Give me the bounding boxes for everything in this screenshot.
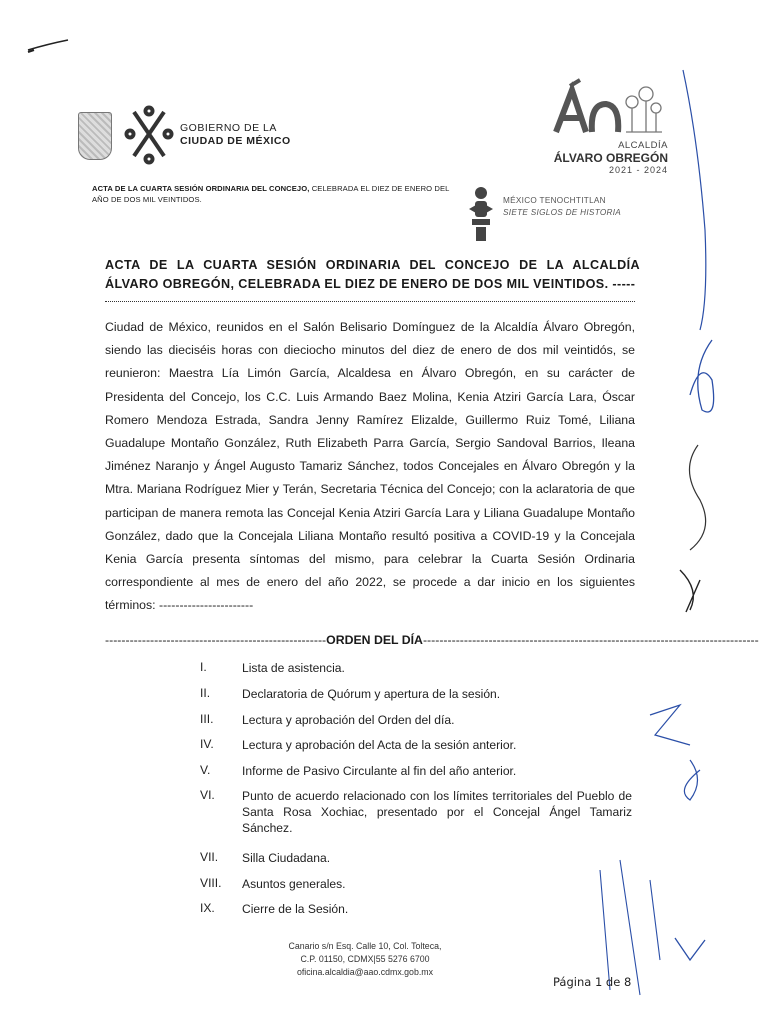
agenda-item-number: IX. xyxy=(200,901,215,915)
alcaldia-alvaro-obregon-logo-icon xyxy=(552,80,664,140)
acta-header-rest: CELEBRADA EL DIEZ DE ENERO DEL AÑO DE DOS MIL VEINTIDOS. xyxy=(92,184,450,204)
agenda-item-text: Cierre de la Sesión. xyxy=(242,902,349,916)
agenda-item-number: III. xyxy=(200,712,214,726)
tenochtitlan-line1: MÉXICO TENOCHTITLAN xyxy=(503,196,606,205)
alcaldia-period: 2021 - 2024 xyxy=(608,165,668,175)
email-address: oficina.alcaldia@aao.cdmx.gob.mx xyxy=(296,967,434,977)
acta-running-header xyxy=(92,183,452,205)
agenda-item-number: VI. xyxy=(200,788,215,802)
page-number: Página 1 de 8 xyxy=(553,975,632,989)
orden-heading-text: ORDEN DEL DÍA xyxy=(326,633,423,647)
agenda-item-number: IV. xyxy=(200,737,214,751)
orden-del-dia-heading: ------------------------------------------------------ORDEN DEL DÍA---------------------------------------------------------------------------------- xyxy=(105,633,759,647)
document-title: ACTA DE LA CUARTA SESIÓN ORDINARIA DEL CONCEJO DE LA ALCALDÍA ÁLVARO OBREGÓN, CELEBRADA EL DIEZ DE ENERO DE DOS MIL VEINTIDOS. ----- xyxy=(105,258,640,291)
agenda-item-number: I. xyxy=(200,660,207,674)
agenda-item-text: Silla Ciudadana. xyxy=(242,851,331,865)
alcaldia-wordmark xyxy=(548,140,668,175)
address-line1: Canario s/n Esq. Calle 10, Col. Tolteca, xyxy=(288,941,442,951)
divider xyxy=(105,301,635,302)
tenochtitlan-line2: SIETE SIGLOS DE HISTORIA xyxy=(503,208,622,217)
gobierno-cdmx-wordmark xyxy=(180,122,291,148)
agenda-item-text: Lectura y aprobación del Acta de la sesión anterior. xyxy=(242,738,517,752)
tenochtitlan-glyph-icon xyxy=(466,185,496,243)
agenda-item-number: VII. xyxy=(200,850,219,864)
alcaldia-name: ÁLVARO OBREGÓN xyxy=(553,151,668,165)
acta-header-bold: ACTA DE LA CUARTA SESIÓN ORDINARIA DEL CONCEJO, xyxy=(92,184,310,193)
mexico-city-crest-icon xyxy=(78,112,112,160)
gobierno-line1: GOBIERNO DE LA xyxy=(180,122,277,134)
agenda-item-number: V. xyxy=(200,763,211,777)
agenda-item-number: VIII. xyxy=(200,876,222,890)
agenda-item-text: Lista de asistencia. xyxy=(242,661,345,675)
address-line2: C.P. 01150, CDMX|55 5276 6700 xyxy=(300,954,430,964)
gobierno-line2: CIUDAD DE MÉXICO xyxy=(180,135,291,147)
agenda-item-text: Informe de Pasivo Circulante al fin del año anterior. xyxy=(242,764,517,778)
agenda-item-text: Lectura y aprobación del Orden del día. xyxy=(242,713,455,727)
cdmx-logo-icon xyxy=(126,106,172,164)
agenda-item-text: Punto de acuerdo relacionado con los límites territoriales del Pueblo de Santa Rosa Xochiac, presentado por el Concejal Ángel Tamariz Sánchez. xyxy=(242,789,632,835)
session-paragraph: Ciudad de México, reunidos en el Salón Belisario Domínguez de la Alcaldía Álvaro Obregón, siendo las dieciséis horas con dieciocho minutos del diez de enero de dos mil veintidós, se reunieron: Maestra Lía Limón García, Alcaldesa en Álvaro Obregón, en su carácter de Presidenta del Concejo, los C.C. Luis Armando Baez Molina, Kenia Atziri García Lara, Óscar Romero Mendoza Estrada, Sandra Jenny Ramírez Elizalde, Guillermo Ruiz Tomé, Liliana Guadalupe Montaño González, Ruth Elizabeth Parra García, Sergio Sandoval Barrios, Ileana Jiménez Naranjo y Ángel Augusto Tamariz Sánchez, todos Concejales en Álvaro Obregón y la Mtra. Mariana Rodríguez Mier y Terán, Secretaria Técnica del Concejo; con la aclaratoria de que participan de manera remota las Concejal Kenia Atziri García Lara y Liliana Guadalupe Montaño González, dado que la Concejala Liliana Montaño resultó positiva a COVID-19 y la Concejala Kenia García presenta síntomas del mismo, para celebrar la Cuarta Sesión Ordinaria correspondiente al mes de enero del año 2022, se procede a dar inicio en los siguientes términos: ----------------------- xyxy=(105,320,635,613)
agenda-item-text: Declaratoria de Quórum y apertura de la sesión. xyxy=(242,687,501,701)
alcaldia-label: ALCALDÍA xyxy=(618,140,668,151)
agenda-item-number: II. xyxy=(200,686,211,700)
footer-address xyxy=(255,940,475,979)
tenochtitlan-wordmark xyxy=(503,195,621,219)
agenda-item-text: Asuntos generales. xyxy=(242,877,346,891)
